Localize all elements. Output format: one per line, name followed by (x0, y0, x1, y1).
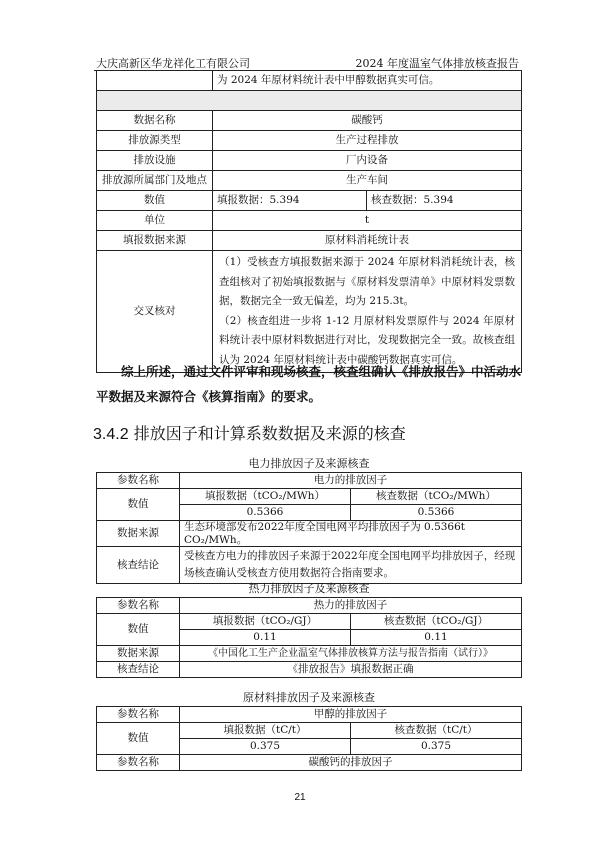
header-report-title: 2024 年度温室气体排放核查报告 (355, 57, 519, 70)
unit-value: t (213, 211, 522, 231)
electricity-conclusion: 受核查方电力的排放因子来源于2022年度全国电网平均排放因子，经现场核查确认受核查方使用数据符合指南要求。 (180, 547, 522, 584)
raw-material-caption: 原材料排放因子及来源核查 (243, 691, 375, 704)
row-label-value: 数值 (97, 191, 213, 211)
continued-left-cell (97, 71, 213, 91)
electricity-reported-value: 0.5366 (180, 505, 351, 521)
heat-caption: 热力排放因子及来源核查 (248, 582, 370, 595)
heat-param-label: 参数名称 (97, 598, 180, 614)
heat-reported-header: 填报数据（tCO₂/GJ） (180, 614, 351, 630)
electricity-factor-table (96, 472, 522, 584)
heat-value-label: 数值 (97, 614, 180, 646)
row-label-source: 填报数据来源 (97, 231, 213, 251)
electricity-caption: 电力排放因子及来源核查 (248, 457, 370, 470)
row-label-param-name: 数据名称 (97, 111, 213, 131)
param-name-value: 碳酸钙 (213, 111, 522, 131)
electricity-value-label: 数值 (97, 489, 180, 521)
row-label-cross-check: 交叉核对 (97, 251, 213, 373)
cross-check-paragraph-1: （1）受核查方填报数据来源于 2024 年原材料消耗统计表，核查组核对了初始填报数据与《原材料发票清单》中原材料发票数据，数据完全一致无偏差，均为 215.3t。 (219, 256, 515, 307)
section-title: 排放因子和计算系数数据及来源的核查 (133, 424, 406, 443)
heat-verified-value: 0.11 (351, 630, 522, 646)
cross-check-text (213, 251, 522, 373)
raw-param-label: 参数名称 (97, 707, 180, 723)
raw-verified-value: 0.375 (351, 739, 522, 755)
raw-reported-value: 0.375 (180, 739, 351, 755)
electricity-reported-header: 填报数据（tCO₂/MWh） (180, 489, 351, 505)
electricity-param-label: 参数名称 (97, 473, 180, 489)
raw-param-label-2: 参数名称 (97, 755, 180, 771)
electricity-source: 生态环境部发布2022年度全国电网平均排放因子为 0.5366t CO₂/MWh。 (180, 521, 522, 547)
source-type-value: 生产过程排放 (213, 131, 522, 151)
raw-reported-header: 填报数据（tC/t） (180, 723, 351, 739)
heat-reported-value: 0.11 (180, 630, 351, 646)
heat-source-label: 数据来源 (97, 646, 180, 662)
verified-value: 核查数据：5.394 (367, 191, 522, 211)
separator-row (97, 91, 522, 111)
heat-verified-header: 核查数据（tCO₂/GJ） (351, 614, 522, 630)
raw-value-label: 数值 (97, 723, 180, 755)
electricity-source-label: 数据来源 (97, 521, 180, 547)
row-label-unit: 单位 (97, 211, 213, 231)
continued-text: 为 2024 年原材料统计表中甲醇数据真实可信。 (213, 71, 522, 91)
header-company: 大庆高新区华龙祥化工有限公司 (96, 57, 250, 70)
heat-factor-table (96, 597, 522, 678)
row-label-source-type: 排放源类型 (97, 131, 213, 151)
electricity-verified-header: 核查数据（tCO₂/MWh） (351, 489, 522, 505)
raw-param-name-2: 碳酸钙的排放因子 (180, 755, 522, 771)
electricity-param-name: 电力的排放因子 (180, 473, 522, 489)
cross-check-paragraph-2: （2）核查组进一步将 1-12 月原材料发票原件与 2024 年原材料统计表中原材料数据进行对比，发现数据完全一致。故核查组认为 2024 年原材料统计表中碳酸钙数据真实可信。 (219, 314, 515, 366)
reported-value: 填报数据：5.394 (213, 191, 367, 211)
row-label-location: 排放源所属部门及地点 (97, 171, 213, 191)
location-value: 生产车间 (213, 171, 522, 191)
section-heading (93, 421, 406, 444)
raw-material-factor-table (96, 706, 522, 771)
activity-data-table (96, 70, 522, 373)
heat-param-name: 热力的排放因子 (180, 598, 522, 614)
summary-paragraph: 综上所述，通过文件评审和现场核查，核查组确认《排放报告》中活动水平数据及来源符合《核算指南》的要求。 (96, 364, 522, 404)
electricity-verified-value: 0.5366 (351, 505, 522, 521)
heat-conclusion: 《排放报告》填报数据正确 (180, 662, 522, 678)
raw-verified-header: 核查数据（tC/t） (351, 723, 522, 739)
page-number: 21 (294, 792, 306, 803)
heat-conclusion-label: 核查结论 (97, 662, 180, 678)
heat-source: 《中国化工生产企业温室气体排放核算方法与报告指南（试行）》 (180, 646, 522, 662)
electricity-conclusion-label: 核查结论 (97, 547, 180, 584)
raw-param-name: 甲醇的排放因子 (180, 707, 522, 723)
section-number: 3.4.2 (93, 426, 129, 443)
row-label-facility: 排放设施 (97, 151, 213, 171)
source-value: 原材料消耗统计表 (213, 231, 522, 251)
facility-value: 厂内设备 (213, 151, 522, 171)
